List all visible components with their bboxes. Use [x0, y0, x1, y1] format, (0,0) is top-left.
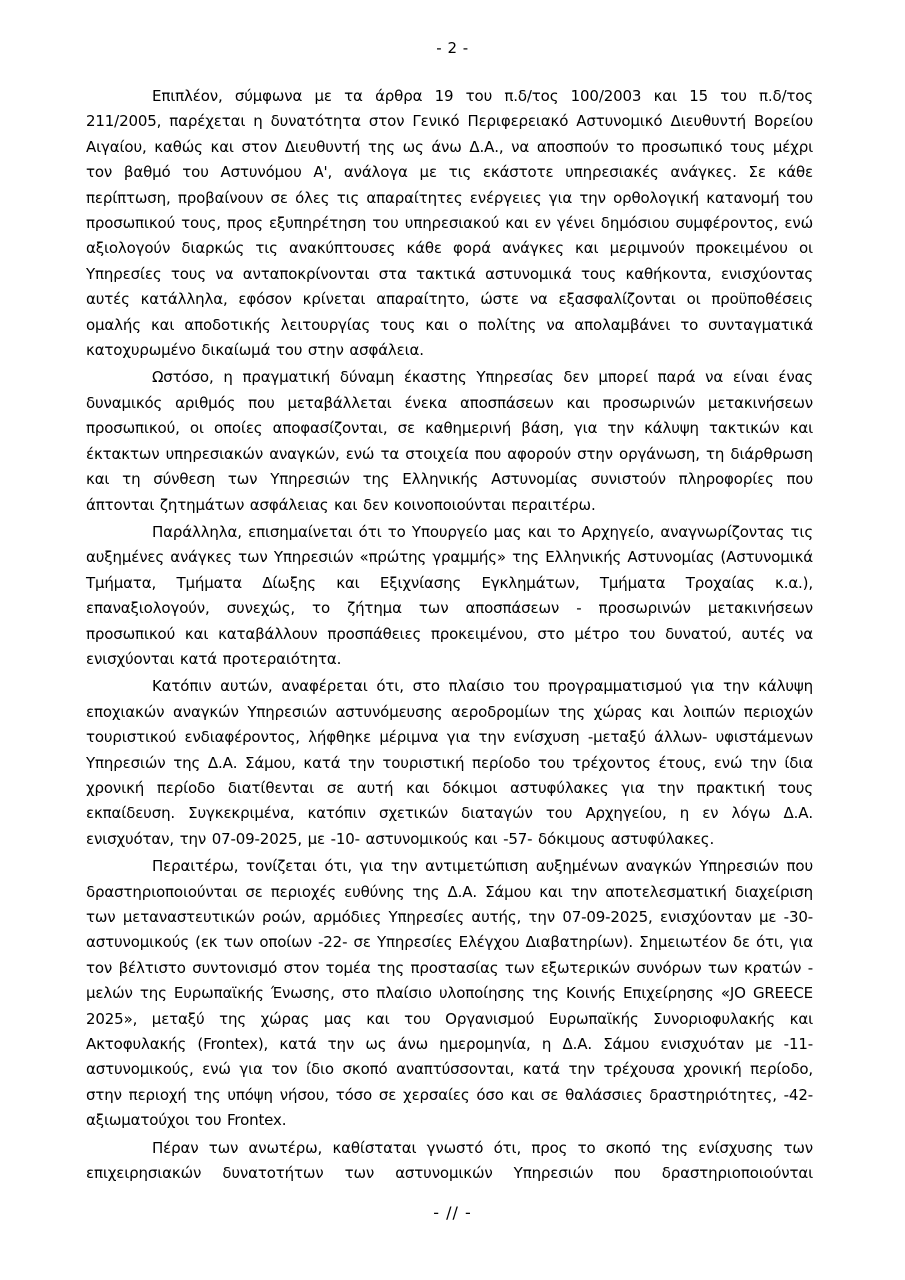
- document-body: [86, 84, 813, 1188]
- paragraph-5: Περαιτέρω, τονίζεται ότι, για την αντιμετώπιση αυξημένων αναγκών Υπηρεσιών που δραστηριοποιούνται σε περιοχές ευθύνης της Δ.Α. Σάμου και την αποτελεσματική διαχείριση των μεταναστευτικών ροών, αρμόδιες Υπηρεσίες αυτής, την 07-09-2025, ενισχύονταν με -30- αστυνομικούς (εκ των οποίων -22- σε Υπηρεσίες Ελέγχου Διαβατηρίων). Σημειωτέον δε ότι, για τον βέλτιστο συντονισμό στον τομέα της προστασίας των εξωτερικών συνόρων των κρατών - μελών της Ευρωπαϊκής Ένωσης, στο πλαίσιο υλοποίησης της Κοινής Επιχείρησης «JO GREECE 2025», μεταξύ της χώρας μας και του Οργανισμού Ευρωπαϊκής Συνοριοφυλακής και Ακτοφυλακής (Frontex), κατά την ως άνω ημερομηνία, η Δ.Α. Σάμου ενισχυόταν με -11- αστυνομικούς, ενώ για τον ίδιο σκοπό αναπτύσσονται, κατά την τρέχουσα χρονική περίοδο, στην περιοχή της υπόψη νήσου, τόσο σε χερσαίες όσο και σε θαλάσσιες δραστηριότητες, -42- αξιωματούχοι του Frontex.: [86, 857, 813, 1130]
- paragraph-3: Παράλληλα, επισημαίνεται ότι το Υπουργείο μας και το Αρχηγείο, αναγνωρίζοντας τις αυξημένες ανάγκες των Υπηρεσιών «πρώτης γραμμής» της Ελληνικής Αστυνομίας (Αστυνομικά Τμήματα, Τμήματα Δίωξης και Εξιχνίασης Εγκλημάτων, Τμήματα Τροχαίας κ.α.), επαναξιολογούν, συνεχώς, το ζήτημα των αποσπάσεων - προσωρινών μετακινήσεων προσωπικού και καταβάλλουν προσπάθειες προκειμένου, στο μέτρο του δυνατού, αυτές να ενισχύονται κατά προτεραιότητα.: [86, 522, 813, 668]
- page-end-mark: - // -: [433, 1203, 472, 1222]
- paragraph-4: Κατόπιν αυτών, αναφέρεται ότι, στο πλαίσιο του προγραμματισμού για την κάλυψη εποχιακών αναγκών Υπηρεσιών αστυνόμευσης αεροδρομίων της χώρας και λοιπών περιοχών τουριστικού ενδιαφέροντος, λήφθηκε μέριμνα για την ενίσχυση -μεταξύ άλλων- υφιστάμενων Υπηρεσιών της Δ.Α. Σάμου, κατά την τουριστική περίοδο του τρέχοντος έτους, ενώ την ίδια χρονική περίοδο διατίθενται σε αυτή και δόκιμοι αστυφύλακες για την πρακτική τους εκπαίδευση. Συγκεκριμένα, κατόπιν σχετικών διαταγών του Αρχηγείου, η εν λόγω Δ.Α. ενισχυόταν, την 07-09-2025, με -10- αστυνομικούς και -57- δόκιμους αστυφύλακες.: [86, 677, 813, 848]
- paragraph-1: Επιπλέον, σύμφωνα με τα άρθρα 19 του π.δ/τος 100/2003 και 15 του π.δ/τος 211/2005, παρέχεται η δυνατότητα στον Γενικό Περιφερειακό Αστυνομικό Διευθυντή Βορείου Αιγαίου, καθώς και στον Διευθυντή της ως άνω Δ.Α., να αποσπούν το προσωπικό τους μέχρι τον βαθμό του Αστυνόμου Α', ανάλογα με τις εκάστοτε υπηρεσιακές ανάγκες. Σε κάθε περίπτωση, προβαίνουν σε όλες τις απαραίτητες ενέργειες για την ορθολογική κατανομή του προσωπικού τους, προς εξυπηρέτηση του υπηρεσιακού και εν γένει δημόσιου συμφέροντος, ενώ αξιολογούν διαρκώς τις ανακύπτουσες κάθε φορά ανάγκες και μεριμνούν προκειμένου οι Υπηρεσίες τους να ανταποκρίνονται στα τακτικά αστυνομικά τους καθήκοντα, ενισχύοντας αυτές κατάλληλα, εφόσον κρίνεται απαραίτητο, ώστε να εξασφαλίζονται οι προϋποθέσεις ομαλής και αποδοτικής λειτουργίας τους και ο πολίτης να απολαμβάνει το συνταγματικά κατοχυρωμένο δικαίωμά του στην ασφάλεια.: [86, 87, 813, 360]
- paragraph-6: Πέραν των ανωτέρω, καθίσταται γνωστό ότι, προς το σκοπό της ενίσχυσης των επιχειρησιακών δυνατοτήτων των αστυνομικών Υπηρεσιών που δραστηριοποιούνται: [86, 1138, 813, 1183]
- page-header: [0, 36, 905, 61]
- page-number: - 2 -: [436, 39, 469, 57]
- page-footer: [0, 1200, 905, 1225]
- paragraph-2: Ωστόσο, η πραγματική δύναμη έκαστης Υπηρεσίας δεν μπορεί παρά να είναι ένας δυναμικός αριθμός που μεταβάλλεται ένεκα αποσπάσεων και προσωρινών μετακινήσεων προσωπικού, οι οποίες αποφασίζονται, σε καθημερινή βάση, για την κάλυψη τακτικών και έκτακτων υπηρεσιακών αναγκών, ενώ τα στοιχεία που αφορούν στην οργάνωση, τη διάρθρωση και τη σύνθεση των Υπηρεσιών της Ελληνικής Αστυνομίας συνιστούν πληροφορίες που άπτονται ζητημάτων ασφάλειας και δεν κοινοποιούνται περαιτέρω.: [86, 368, 813, 514]
